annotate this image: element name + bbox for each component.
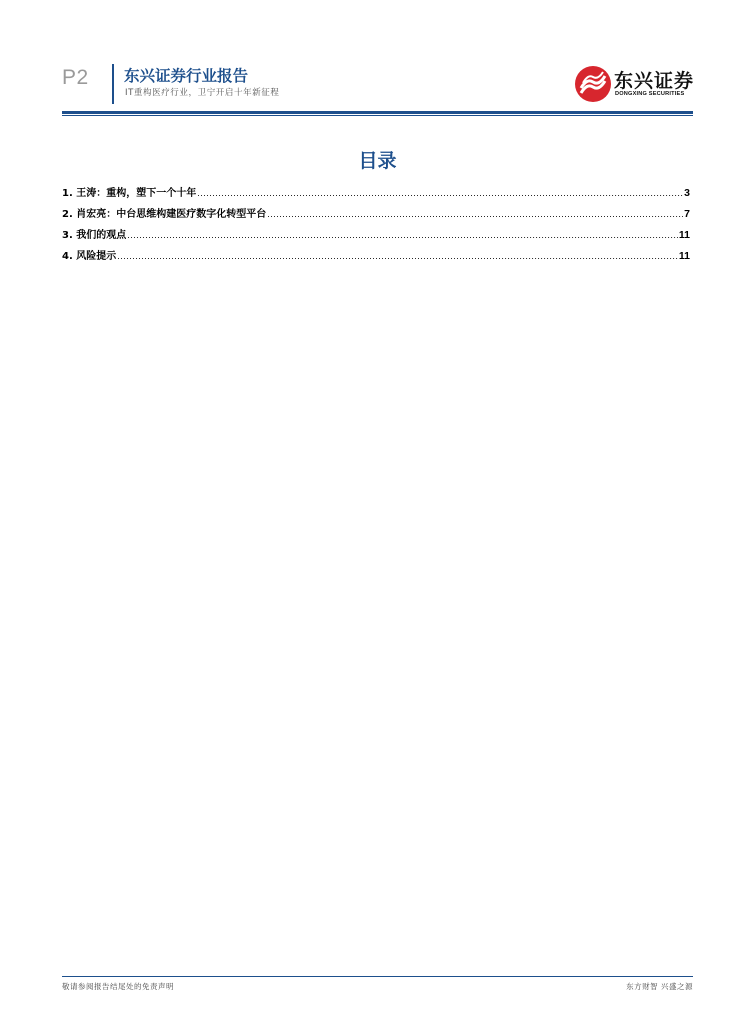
toc-leader-dots <box>267 209 683 219</box>
header-divider <box>112 64 114 104</box>
footer-rule <box>62 976 693 977</box>
report-subtitle: IT重构医疗行业，卫宁开启十年新征程 <box>125 88 280 98</box>
toc-leader-dots <box>197 188 683 198</box>
toc-entry-page: 7 <box>684 208 690 220</box>
toc-entry-label: 3. 我们的观点 <box>62 230 127 241</box>
toc-entry[interactable] <box>62 247 690 268</box>
toc-entry[interactable] <box>62 226 690 247</box>
page-number: P2 <box>62 66 89 89</box>
toc-entry[interactable] <box>62 205 690 226</box>
toc-leader-dots <box>127 230 678 240</box>
toc-entry-page: 3 <box>684 187 690 199</box>
toc-entry-page: 11 <box>678 250 690 262</box>
toc-title: 目录 <box>358 150 397 172</box>
company-logo-icon <box>574 65 612 103</box>
footer-disclaimer: 敬请参阅报告结尾处的免责声明 <box>62 982 174 991</box>
toc-leader-dots <box>117 251 678 261</box>
company-logo <box>574 64 694 104</box>
table-of-contents <box>62 184 690 268</box>
toc-entry[interactable] <box>62 184 690 205</box>
toc-entry-page: 11 <box>678 229 690 241</box>
toc-entry-label: 4. 风险提示 <box>62 251 117 262</box>
footer-slogan: 东方财智 兴盛之源 <box>626 982 693 991</box>
header-rule <box>62 111 693 114</box>
logo-text-en: DONGXING SECURITIES <box>615 91 685 97</box>
report-title: 东兴证券行业报告 <box>124 67 249 85</box>
toc-entry-label: 2. 肖宏亮：中台思维构建医疗数字化转型平台 <box>62 209 267 220</box>
toc-entry-label: 1. 王涛：重构，塑下一个十年 <box>62 188 197 199</box>
logo-text-cn: 东兴证券 <box>614 70 695 92</box>
header-rule-thin <box>62 115 693 116</box>
